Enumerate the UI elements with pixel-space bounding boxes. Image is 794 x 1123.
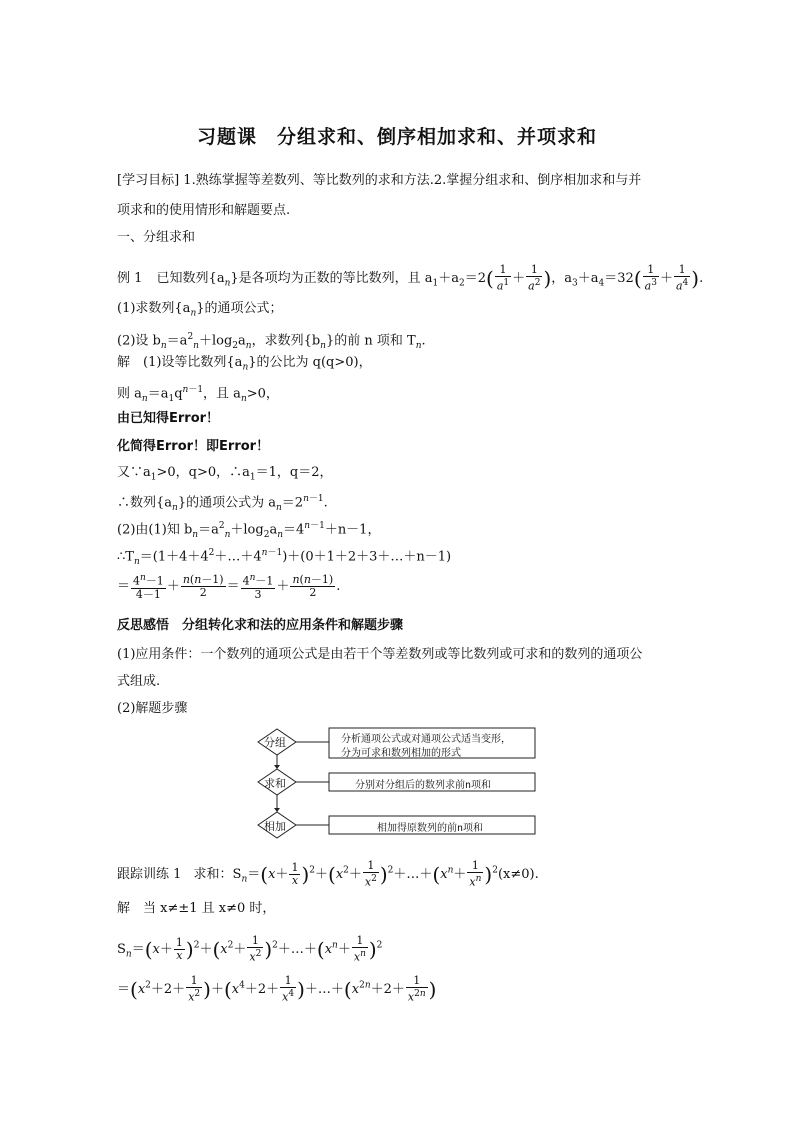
- sol-part: ＝a: [198, 522, 219, 538]
- sol-part: ＝4: [283, 522, 305, 538]
- step-box-1-line-1: 分析通项公式或对通项公式适当变形，: [341, 734, 511, 745]
- reflection-steps: (2)解题步骤: [117, 701, 188, 716]
- solution-line-5: 又$\because a_1>0$，q>0，$\therefore a_1=1$，q＝2，: [117, 465, 333, 483]
- q-part: (2)设 b: [117, 333, 161, 349]
- solution-line-8: $\therefore T_n=(1+4+4^2+\dots+4^{n-1})+(0+1+2+3+\dots+n-1)$: [117, 548, 452, 567]
- sol-part: )＋(0＋1＋2＋3＋…＋n－1): [282, 549, 452, 565]
- sol-part: >0，q>0，∴a: [156, 465, 250, 480]
- sol-part: ＋…＋4: [214, 549, 262, 565]
- sol-part: >0，: [246, 386, 279, 402]
- reflection-title: 反思感悟 分组转化求和法的应用条件和解题步骤: [117, 618, 404, 633]
- q-part: ＋log: [198, 333, 233, 349]
- solution-line-6: ∴数列$\{a_n\}$的通项公式为 $a_n=2^{n-1}$.: [117, 494, 328, 513]
- sol-part: a: [269, 522, 278, 538]
- sol-part: }的通项公式为 a: [177, 495, 276, 511]
- stem-part: ＋a: [438, 270, 460, 286]
- exercise: 跟踪训练 1 求和：$S_n=(x+$ $\frac{1}{x}$ )$^2+(x^2+$ $\frac{1}{x^2}$ )$^2+\dots+(x^n+$ $\frac{1}{x^n}$ )$^2$(x≠0).: [117, 859, 539, 889]
- q-part: ＝a: [166, 333, 188, 349]
- example-label: 例 1: [117, 270, 143, 286]
- sol-part: ∴T: [117, 549, 134, 565]
- sol-part: q: [174, 386, 183, 402]
- sol-part: ＝2: [281, 495, 304, 511]
- stem-part: ＋a: [577, 270, 599, 286]
- sol-part: ＝(1＋4＋4: [139, 549, 209, 565]
- sum-symbol: S: [117, 941, 126, 957]
- q-part: (1)求数列{a: [117, 301, 191, 316]
- exercise-solution-line-1: 解 当 x≠±1 且 x≠0 时，: [117, 901, 276, 916]
- solution-line-4: 化简得Error！即Error！: [117, 439, 270, 454]
- sol-part: ＝a: [147, 386, 169, 402]
- flow-diagram: [255, 725, 540, 840]
- q-part: }的通项公式；: [196, 301, 283, 316]
- page-title: 习题课 分组求和、倒序相加求和、并项求和: [196, 126, 597, 148]
- sol-part: ∴数列{a: [117, 495, 173, 511]
- question-2: (2)设 $b_n=a^2_n+\log_2a_n$，求数列$\{b_n\}$的前 n 项和 $T_n$.: [117, 332, 426, 351]
- node-label-group: 分组: [264, 736, 286, 749]
- sol-part: 又∵a: [117, 465, 151, 480]
- example-stem: 例 1 已知数列$\{a_n\}$是各项均为正数的等比数列，且 $a_1+a_2=2$( $\frac{1}{a^1}$ ＋ $\frac{1}{a^2}$ )，$a_3+a_4=32$( $\frac{1}{a^3}$ ＋ $\frac{1}{a^4}$ ).: [117, 263, 704, 293]
- node-label-add: 相加: [264, 820, 286, 833]
- exercise-solution-line-2: $S_n=(x+$ $\frac{1}{x}$ )$^2+(x^2+$ $\frac{1}{x^2}$ )$^2+\dots+(x^n+$ $\frac{1}{x^n}$ )$^2$: [117, 934, 383, 964]
- step-box-3-text: 相加得原数列的前n项和: [377, 823, 484, 834]
- stem-part: ＝32: [604, 270, 634, 286]
- step-box-1-line-2: 分为可求和数列相加的形式: [341, 748, 461, 759]
- sol-part: ＝1，q＝2，: [255, 465, 333, 480]
- objectives-text-1: 1.熟练掌握等差数列、等比数列的求和方法.2.掌握分组求和、倒序相加求和与并: [183, 173, 642, 188]
- solution-line-9: ＝ $\frac{4^n-1}{4-1}$ ＋ $\frac{n(n-1)}{2}$ ＝ $\frac{4^n-1}{3}$ ＋ $\frac{n(n-1)}{2}$ .: [117, 572, 341, 601]
- q-part: ，求数列{b: [251, 333, 321, 349]
- sol-part: 则 a: [117, 386, 142, 402]
- step-box-2-text: 分别对分组后的数列求前n项和: [355, 780, 492, 791]
- exercise-condition: (x≠0).: [497, 866, 539, 882]
- sol-part: ，且 a: [203, 386, 241, 402]
- q-part: }的前 n 项和 T: [325, 333, 416, 349]
- sol-part: ＋log: [230, 522, 264, 538]
- reflection-cond-2: 式组成.: [117, 674, 161, 689]
- solution-line-1: 解 (1)设等比数列$\{a_n\}$的公比为 q(q>0)，: [117, 355, 372, 373]
- objectives-line-2: 项求和的使用情形和解题要点.: [117, 203, 291, 218]
- q-part: a: [238, 333, 246, 349]
- objectives-tag: [学习目标]: [117, 173, 180, 188]
- arrow-head-1: [274, 765, 280, 769]
- solution-line-2: 则 $a_n=a_1q^{n-1}$，且 $a_n>0$，: [117, 385, 279, 404]
- stem-part: 已知数列{a: [156, 270, 225, 286]
- exercise-solution-line-3: $=(x^2+2+$ $\frac{1}{x^2}$ )$+(x^4+2+$ $\frac{1}{x^4}$ )$+\dots+(x^{2n}+2+$ $\frac{1}{x^{2n}}$ ): [117, 974, 437, 1004]
- solution-line-3: 由已知得Error！: [117, 411, 220, 426]
- sol-part: ＋n－1，: [324, 522, 381, 538]
- exercise-text: 求和：S: [193, 866, 242, 882]
- sol-part: 解 (1)设等比数列{a: [117, 355, 243, 370]
- node-label-sum: 求和: [264, 777, 286, 790]
- solution-line-7: (2)由(1)知 $b_n=a^2_n+\log_2a_n=4^{n-1}+n-1$，: [117, 521, 381, 540]
- section-heading: 一、分组求和: [117, 230, 196, 245]
- sol-part: }的公比为 q(q>0)，: [248, 355, 372, 370]
- arrow-head-2: [274, 808, 280, 812]
- stem-part: }是各项均为正数的等比数列，且 a: [230, 270, 433, 286]
- question-1: (1)求数列$\{a_n\}$的通项公式；: [117, 301, 283, 319]
- objectives-line-1: [117, 172, 641, 190]
- reflection-cond-1: (1)应用条件：一个数列的通项公式是由若干个等差数列或等比数列或可求和的数列的通项公: [117, 647, 643, 662]
- sol-part: (2)由(1)知 b: [117, 522, 193, 538]
- stem-part: ＝2: [464, 270, 487, 286]
- stem-part: ，a: [551, 270, 573, 286]
- exercise-label: 跟踪训练 1: [117, 866, 182, 882]
